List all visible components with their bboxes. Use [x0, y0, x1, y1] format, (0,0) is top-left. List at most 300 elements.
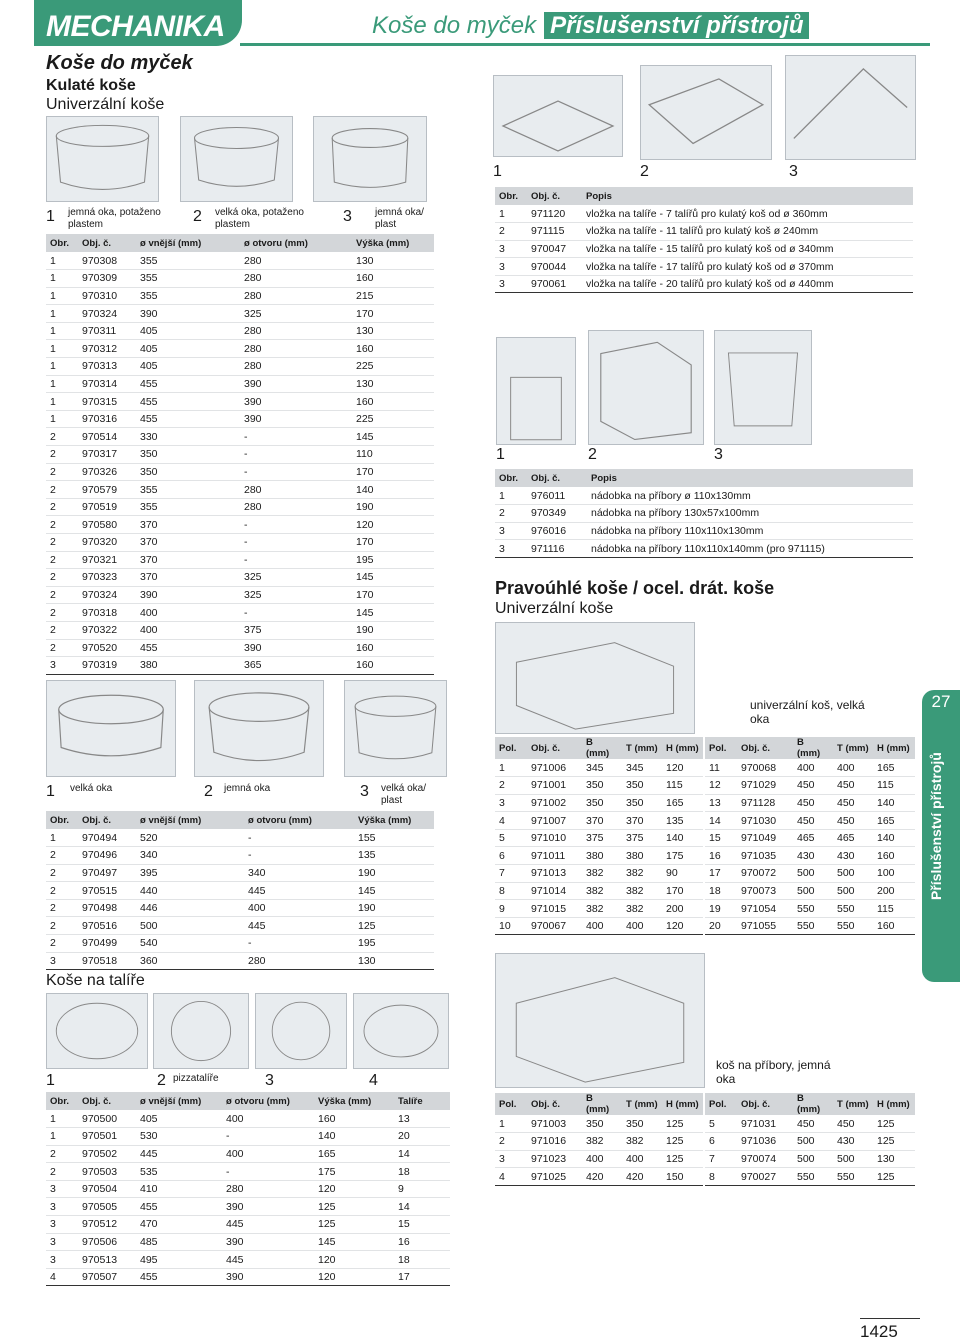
- table-cell: 970027: [737, 1168, 793, 1186]
- table-cell: 6: [705, 1133, 737, 1151]
- table-cell: 970324: [78, 586, 136, 604]
- table-row: [495, 882, 703, 900]
- plate-insert-image: [640, 65, 772, 160]
- table-cell: 120: [352, 516, 434, 534]
- table-row: [46, 1110, 450, 1128]
- column-header: T (mm): [833, 737, 873, 759]
- table-row: [46, 358, 434, 376]
- table-cell: 420: [622, 1168, 662, 1186]
- table-cell: 140: [314, 1128, 394, 1146]
- table-cell: 970319: [78, 657, 136, 675]
- table-cell: 530: [136, 1128, 222, 1146]
- column-header: Výška (mm): [314, 1092, 394, 1110]
- table-cell: 382: [622, 1133, 662, 1151]
- table-row: [705, 1115, 915, 1133]
- table-row: [46, 305, 434, 323]
- column-header: Obj. č.: [78, 811, 136, 829]
- table-cell: 540: [136, 935, 244, 953]
- table-row: [46, 1233, 450, 1251]
- table-cell: 970074: [737, 1150, 793, 1168]
- table-cell: 1: [46, 270, 78, 288]
- column-header: Obr.: [46, 1092, 78, 1110]
- rect-basket-image: [495, 622, 695, 734]
- table-cell: 390: [240, 639, 352, 657]
- table-cell: 2: [46, 463, 78, 481]
- table-cell: 500: [793, 1133, 833, 1151]
- table-row: [46, 340, 434, 358]
- table-cell: 971036: [737, 1133, 793, 1151]
- table-cell: 1: [46, 322, 78, 340]
- table-row: [495, 847, 703, 865]
- table-cell: 3: [495, 522, 527, 540]
- table-cell: 2: [495, 777, 527, 795]
- table-cell: 382: [582, 900, 622, 918]
- table-cell: 970318: [78, 604, 136, 622]
- column-header: Obj. č.: [737, 737, 793, 759]
- table-cell: 170: [662, 882, 703, 900]
- table-row: [495, 275, 913, 293]
- figure-number: 3: [343, 208, 352, 225]
- table-cell: 1: [46, 1128, 78, 1146]
- table-cell: 470: [136, 1216, 222, 1234]
- table-cell: -: [222, 1163, 314, 1181]
- cutlery-basket-image: [495, 953, 705, 1088]
- column-header: B (mm): [582, 737, 622, 759]
- table-cell: 495: [136, 1251, 222, 1269]
- table-cell: 17: [705, 865, 737, 883]
- table-cell: 550: [793, 900, 833, 918]
- table-cell: 970310: [78, 287, 136, 305]
- table-cell: 160: [352, 270, 434, 288]
- table-cell: -: [244, 935, 354, 953]
- table-cell: 390: [240, 375, 352, 393]
- table-cell: 970311: [78, 322, 136, 340]
- rect-basket-table-left: [495, 737, 703, 935]
- column-header: ø vnější (mm): [136, 811, 244, 829]
- table-cell: 120: [314, 1180, 394, 1198]
- table-row: [46, 1268, 450, 1286]
- table-cell: 971115: [527, 223, 582, 241]
- table-cell: 400: [793, 759, 833, 777]
- table-cell: 160: [352, 393, 434, 411]
- table-cell: 135: [662, 812, 703, 830]
- table-cell: 970314: [78, 375, 136, 393]
- table-cell: 15: [394, 1216, 450, 1234]
- table-row: [495, 900, 703, 918]
- column-header: Popis: [587, 469, 913, 487]
- column-header: Obj. č.: [527, 469, 587, 487]
- section-title: Koše na talíře: [46, 972, 145, 989]
- table-cell: nádobka na příbory 110x110x130mm: [587, 522, 913, 540]
- table-cell: 190: [352, 498, 434, 516]
- table-cell: 390: [240, 393, 352, 411]
- table-cell: 500: [833, 882, 873, 900]
- table-cell: nádobka na příbory ø 110x130mm: [587, 487, 913, 505]
- table-cell: 120: [314, 1268, 394, 1286]
- table-cell: 4: [495, 812, 527, 830]
- column-header: ø vnější (mm): [136, 234, 240, 252]
- table-cell: 190: [352, 621, 434, 639]
- table-cell: 130: [352, 375, 434, 393]
- table-cell: vložka na talíře - 15 talířů pro kulatý koš od ø 340mm: [582, 240, 913, 258]
- table-cell: 390: [136, 586, 240, 604]
- figure-caption: jemná oka/ plast: [375, 207, 424, 230]
- table-cell: 280: [240, 270, 352, 288]
- table-cell: 170: [352, 534, 434, 552]
- table-row: [46, 1180, 450, 1198]
- table-cell: 190: [354, 899, 434, 917]
- table-row: [705, 777, 915, 795]
- figure-number: 2: [588, 446, 597, 463]
- table-cell: 450: [793, 777, 833, 795]
- table-cell: 13: [705, 794, 737, 812]
- table-cell: 145: [352, 569, 434, 587]
- page-number-rule: [860, 1318, 920, 1319]
- table-cell: 2: [46, 1145, 78, 1163]
- table-cell: 970499: [78, 935, 136, 953]
- table-row: [46, 899, 434, 917]
- column-header: B (mm): [582, 1093, 622, 1115]
- table-cell: 2: [46, 604, 78, 622]
- table-cell: -: [240, 446, 352, 464]
- column-header: B (mm): [793, 737, 833, 759]
- figure-number: 3: [265, 1072, 274, 1089]
- table-cell: vložka na talíře - 20 talířů pro kulatý koš od ø 440mm: [582, 275, 913, 293]
- table-cell: 382: [622, 882, 662, 900]
- figure-caption: jemná oka: [224, 783, 271, 794]
- table-row: [46, 481, 434, 499]
- table-row: [46, 1251, 450, 1269]
- table-cell: 971055: [737, 917, 793, 935]
- table-cell: nádobka na příbory 130x57x100mm: [587, 505, 913, 523]
- table-row: [46, 516, 434, 534]
- table-cell: 971128: [737, 794, 793, 812]
- table-cell: 971015: [527, 900, 582, 918]
- table-row: [46, 534, 434, 552]
- table-cell: 350: [136, 463, 240, 481]
- table-row: [46, 252, 434, 270]
- table-cell: 125: [314, 1198, 394, 1216]
- table-cell: 2: [46, 639, 78, 657]
- rect-basket-table-right: [705, 737, 915, 935]
- table-cell: 355: [136, 270, 240, 288]
- table-cell: 390: [222, 1198, 314, 1216]
- table-cell: 970580: [78, 516, 136, 534]
- table-cell: 970324: [78, 305, 136, 323]
- table-cell: 430: [833, 1133, 873, 1151]
- table-cell: 280: [240, 358, 352, 376]
- table-cell: 370: [136, 534, 240, 552]
- table-cell: 100: [873, 865, 915, 883]
- table-cell: 360: [136, 952, 244, 970]
- table-cell: 450: [833, 812, 873, 830]
- table-cell: 455: [136, 375, 240, 393]
- table-cell: 160: [352, 340, 434, 358]
- table-cell: 350: [622, 1115, 662, 1133]
- table-cell: 970312: [78, 340, 136, 358]
- table-cell: 1: [495, 759, 527, 777]
- table-cell: 550: [793, 1168, 833, 1186]
- table-cell: 405: [136, 1110, 222, 1128]
- table-cell: 14: [705, 812, 737, 830]
- figure-caption: velká oka: [70, 783, 113, 794]
- figure-number: 2: [640, 163, 649, 180]
- table-cell: 165: [873, 812, 915, 830]
- page-number: 1425: [860, 1322, 898, 1341]
- round-basket-image: [313, 116, 427, 202]
- column-header: Obj. č.: [78, 234, 136, 252]
- table-cell: 970512: [78, 1216, 136, 1234]
- table-cell: 971030: [737, 812, 793, 830]
- figure-number: 3: [714, 446, 723, 463]
- table-cell: 370: [622, 812, 662, 830]
- column-header: T (mm): [622, 737, 662, 759]
- table-cell: 2: [46, 847, 78, 865]
- figure-caption: velká oka, potaženo plastem: [215, 207, 304, 230]
- table-row: [495, 1150, 703, 1168]
- table-row: [46, 882, 434, 900]
- table-cell: 970323: [78, 569, 136, 587]
- section-label: MECHANIKA: [34, 0, 242, 46]
- table-cell: 3: [495, 275, 527, 293]
- table-cell: 971116: [527, 540, 587, 558]
- figure-number: 2: [204, 783, 213, 800]
- table-row: [705, 794, 915, 812]
- table-cell: 3: [46, 952, 78, 970]
- table-cell: 130: [873, 1150, 915, 1168]
- column-header: Obr.: [46, 811, 78, 829]
- table-cell: 971054: [737, 900, 793, 918]
- table-cell: 400: [222, 1145, 314, 1163]
- table-cell: 170: [352, 586, 434, 604]
- table-cell: 2: [46, 882, 78, 900]
- table-cell: 1: [46, 340, 78, 358]
- table-cell: 2: [46, 428, 78, 446]
- table-cell: 11: [705, 759, 737, 777]
- table-cell: 9: [495, 900, 527, 918]
- table-cell: 382: [622, 900, 662, 918]
- table-cell: 455: [136, 1198, 222, 1216]
- table-row: [705, 759, 915, 777]
- table-cell: 405: [136, 358, 240, 376]
- column-header: H (mm): [662, 1093, 703, 1115]
- table-row: [495, 759, 703, 777]
- table-cell: 140: [352, 481, 434, 499]
- table-cell: 450: [833, 777, 873, 795]
- table-cell: 2: [46, 551, 78, 569]
- column-header: ø otvoru (mm): [222, 1092, 314, 1110]
- table-row: [46, 917, 434, 935]
- table-cell: 340: [136, 847, 244, 865]
- table-cell: 971025: [527, 1168, 582, 1186]
- table-cell: 405: [136, 340, 240, 358]
- table-row: [46, 322, 434, 340]
- table-cell: nádobka na příbory 110x110x140mm (pro 971115): [587, 540, 913, 558]
- table-cell: 115: [873, 777, 915, 795]
- table-row: [46, 393, 434, 411]
- table-cell: 390: [222, 1233, 314, 1251]
- table-cell: 280: [240, 498, 352, 516]
- table-cell: 420: [582, 1168, 622, 1186]
- table-cell: 970498: [78, 899, 136, 917]
- table-cell: 485: [136, 1233, 222, 1251]
- table-row: [705, 900, 915, 918]
- table-cell: 1: [46, 375, 78, 393]
- table-cell: 200: [873, 882, 915, 900]
- table-cell: -: [244, 847, 354, 865]
- round-basket-image: [46, 680, 176, 777]
- figure-number: 1: [46, 783, 55, 800]
- table-cell: 382: [582, 882, 622, 900]
- table-cell: 2: [46, 621, 78, 639]
- table-cell: 130: [352, 322, 434, 340]
- table-cell: 90: [662, 865, 703, 883]
- table-cell: 110: [352, 446, 434, 464]
- table-cell: 190: [354, 864, 434, 882]
- header-main-title: Příslušenství přístrojů: [544, 12, 809, 39]
- round-baskets-table-2: [46, 811, 434, 970]
- table-cell: 2: [46, 917, 78, 935]
- table-cell: 145: [352, 428, 434, 446]
- table-cell: 13: [394, 1110, 450, 1128]
- table-cell: 971016: [527, 1133, 582, 1151]
- table-cell: 971023: [527, 1150, 582, 1168]
- table-cell: 280: [240, 340, 352, 358]
- side-tab-number: 27: [931, 692, 951, 711]
- cutlery-holder-image: [588, 330, 704, 445]
- table-cell: 165: [314, 1145, 394, 1163]
- table-cell: 355: [136, 252, 240, 270]
- table-cell: 440: [136, 882, 244, 900]
- table-cell: 380: [582, 847, 622, 865]
- table-cell: 970494: [78, 829, 136, 847]
- table-cell: 345: [582, 759, 622, 777]
- header-title: [372, 12, 932, 42]
- figure-number: 3: [360, 783, 369, 800]
- table-cell: 1: [46, 252, 78, 270]
- table-cell: 3: [46, 657, 78, 675]
- table-cell: 520: [136, 829, 244, 847]
- table-row: [495, 522, 913, 540]
- table-row: [495, 865, 703, 883]
- table-cell: 500: [793, 882, 833, 900]
- table-row: [705, 812, 915, 830]
- table-cell: 140: [873, 829, 915, 847]
- table-row: [46, 847, 434, 865]
- plate-basket-image: [255, 993, 347, 1069]
- table-cell: 450: [793, 794, 833, 812]
- table-cell: 3: [46, 1251, 78, 1269]
- table-cell: 125: [662, 1133, 703, 1151]
- table-cell: 970068: [737, 759, 793, 777]
- table-cell: 8: [705, 1168, 737, 1186]
- table-cell: 971049: [737, 829, 793, 847]
- table-cell: 2: [46, 498, 78, 516]
- table-cell: 405: [136, 322, 240, 340]
- table-cell: 970349: [527, 505, 587, 523]
- table-cell: 970513: [78, 1251, 136, 1269]
- table-cell: -: [240, 463, 352, 481]
- table-cell: 380: [136, 657, 240, 675]
- table-cell: 430: [833, 847, 873, 865]
- table-row: [705, 847, 915, 865]
- table-cell: 355: [136, 287, 240, 305]
- table-cell: 125: [873, 1115, 915, 1133]
- table-row: [705, 1150, 915, 1168]
- table-cell: 3: [495, 258, 527, 276]
- table-cell: 970322: [78, 621, 136, 639]
- table-cell: 375: [622, 829, 662, 847]
- table-cell: 170: [352, 463, 434, 481]
- table-cell: 145: [354, 882, 434, 900]
- figure-number: 2: [157, 1072, 166, 1089]
- table-row: [705, 917, 915, 935]
- table-cell: 2: [46, 481, 78, 499]
- table-cell: 400: [582, 917, 622, 935]
- cutlery-basket-table-right: [705, 1093, 915, 1186]
- table-cell: 10: [495, 917, 527, 935]
- table-cell: 2: [46, 935, 78, 953]
- table-cell: 325: [240, 569, 352, 587]
- table-cell: -: [244, 829, 354, 847]
- table-cell: 20: [394, 1128, 450, 1146]
- table-cell: 970067: [527, 917, 582, 935]
- table-cell: 971007: [527, 812, 582, 830]
- table-cell: 970506: [78, 1233, 136, 1251]
- table-cell: -: [222, 1128, 314, 1146]
- table-cell: 400: [136, 604, 240, 622]
- table-cell: 16: [394, 1233, 450, 1251]
- table-cell: 500: [833, 865, 873, 883]
- table-row: [46, 569, 434, 587]
- table-cell: 500: [793, 865, 833, 883]
- table-cell: 20: [705, 917, 737, 935]
- table-cell: 445: [244, 917, 354, 935]
- table-cell: 195: [352, 551, 434, 569]
- table-cell: 8: [495, 882, 527, 900]
- table-cell: 445: [222, 1251, 314, 1269]
- table-cell: 16: [705, 847, 737, 865]
- table-row: [46, 270, 434, 288]
- table-cell: 970326: [78, 463, 136, 481]
- table-cell: 970061: [527, 275, 582, 293]
- table-cell: 325: [240, 586, 352, 604]
- table-cell: 446: [136, 899, 244, 917]
- column-header: Pol.: [495, 737, 527, 759]
- column-header: Výška (mm): [352, 234, 434, 252]
- table-cell: 120: [314, 1251, 394, 1269]
- table-row: [46, 498, 434, 516]
- table-cell: 14: [394, 1145, 450, 1163]
- table-cell: 970320: [78, 534, 136, 552]
- figure-number: 1: [46, 208, 55, 225]
- section-subtitle: Kulaté koše: [46, 77, 136, 94]
- table-cell: 280: [244, 952, 354, 970]
- table-cell: 450: [833, 1115, 873, 1133]
- table-cell: 9: [394, 1180, 450, 1198]
- table-cell: 160: [352, 639, 434, 657]
- table-cell: 500: [793, 1150, 833, 1168]
- table-cell: 2: [46, 516, 78, 534]
- table-cell: 390: [222, 1268, 314, 1286]
- table-cell: 1: [46, 829, 78, 847]
- table-cell: 445: [222, 1216, 314, 1234]
- table-cell: 971120: [527, 205, 582, 223]
- table-cell: 365: [240, 657, 352, 675]
- table-cell: 970315: [78, 393, 136, 411]
- table-row: [705, 1168, 915, 1186]
- table-cell: 2: [495, 223, 527, 241]
